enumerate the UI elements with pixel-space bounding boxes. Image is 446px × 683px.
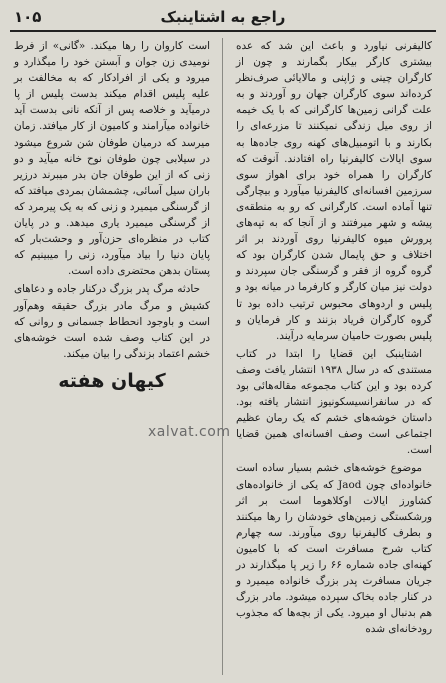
column-divider <box>222 38 223 675</box>
paragraph: اشتاینبک این قضایا را ابتدا در کتاب مستندی که در سال ۱۹۳۸ انتشار یافت وصف کرده بود و این کتاب مجموعه مقاله‌هائی بود که در سانفرانسیسکونیوز انتشار یافته بود. داستان خوشه‌های خشم که یک رمان عظیم اجتماعی است وصف افسانه‌ای همین قضایا است. <box>236 347 432 457</box>
page-header <box>10 6 436 32</box>
watermark: xalvat.com <box>148 424 231 440</box>
paragraph: کالیفرنی نیاورد و باعث این شد که عده بیشتری کارگر بیکار بگمارند و چون از کارگران چینی و ژاپنی و مالایائی صرف‌نظر کرده‌اند سوی کارگران جهان رو آوردند و به علت گرانی زمین‌ها کارگرانی که با یک خیمه از روی میل زندگی نمیکنند تا مزرعه‌ای را بکارند و با اتومبیل‌های کهنه روی جاده‌ها به سوی ایالات کالیفرنیا راه افتادند. آنوقت که کارگران را همراه خود برای اهواز سوی سرزمین افسانه‌ای کالیفرنیا میآورد و بیچارگی تنها آماده است. کارگرانی که رو به منطقه‌ی پیشه و شهر میرفتند و از آنجا که به تپه‌های پرورش میوه کالیفرنیا روی آوردند بر اثر اختلاف و حق پایمال شدن کارگران بود که گروه گروه از فقر و گرسنگی جان سپردند و دولت نیز میان کارگر و کارفرما در میانه بود و پلیس و اردوهای محبوس ترتیب داده بود تا گروه کارگران فریاد بزنند و کار فرمایان و پلیس بصورت حامیان سرمایه درآیند. <box>236 40 432 342</box>
right-column <box>236 38 432 639</box>
left-column <box>14 38 210 394</box>
paragraph: حادثه مرگ پدر بزرگ درکنار جاده و دعاهای کشیش و مرگ مادر بزرگ حقیقه وهم‌آور است و باوجود انحطاط جسمانی و روانی که در این کتاب وصف شده است خوشه‌های خشم اعتماد بزندگی را بیان میکند. <box>14 283 210 360</box>
paragraph: است کاروان را رها میکند. «گانی» از فرط نومیدی زن جوان و آبستن خود را میگذارد و میرود و یکی از افرادکار که به مخالفت بر علیه پلیس اقدام میکند بدست پلیس از پا درمیآید و خلاصه پس از آنکه نانی بدست آید خانواده میآرامند و کامیون از کار میافتد. زمان میرسد که درمیان طوفان شن شروع میشود در سیلابی چون طوفان نوح خانه میآید و دو زنی که از این طوفان جان بدر میبرند درزیر باران سیل آسائی، چشمشان بمردی میافتد که از گرسنگی میمیرد و زنی که به یک پیرمرد که از گرسنگی میمیرد یاری میدهد. و در پایان کتاب در منظره‌ای حزن‌آور و وحشت‌بار که پایان دنیا را بیاد میآورد، زنی را میبینیم که پستان بدهن محتضری داده است. <box>14 40 210 278</box>
page-number: ۱۰۵ <box>14 8 42 26</box>
source-signature: کیهان هفته <box>58 369 166 392</box>
paragraph: موضوع خوشه‌های خشم بسیار ساده است خانواده‌ای چون Jaod که یکی از خانواده‌های کشاورز ایالات اوکلاهوما است بر اثر ورشکستگی زمین‌های خودشان را رها میکنند و بطرف کالیفرنیا روی میآورند. سه چهارم کتاب شرح مسافرت است که با کامیون کهنه‌ای جاده شماره ۶۶ را زیر پا میگذارند در جریان مسافرت پدر بزرگ خانواده میمیرد و در کنار جاده بخاک سپرده میشود. مادر بزرگ هم بدنبال او میرود. یکی از بچه‌ها که مجذوب رودخانه‌ای شده <box>236 462 432 636</box>
running-title: راجع به اشتاینبک <box>160 8 286 26</box>
